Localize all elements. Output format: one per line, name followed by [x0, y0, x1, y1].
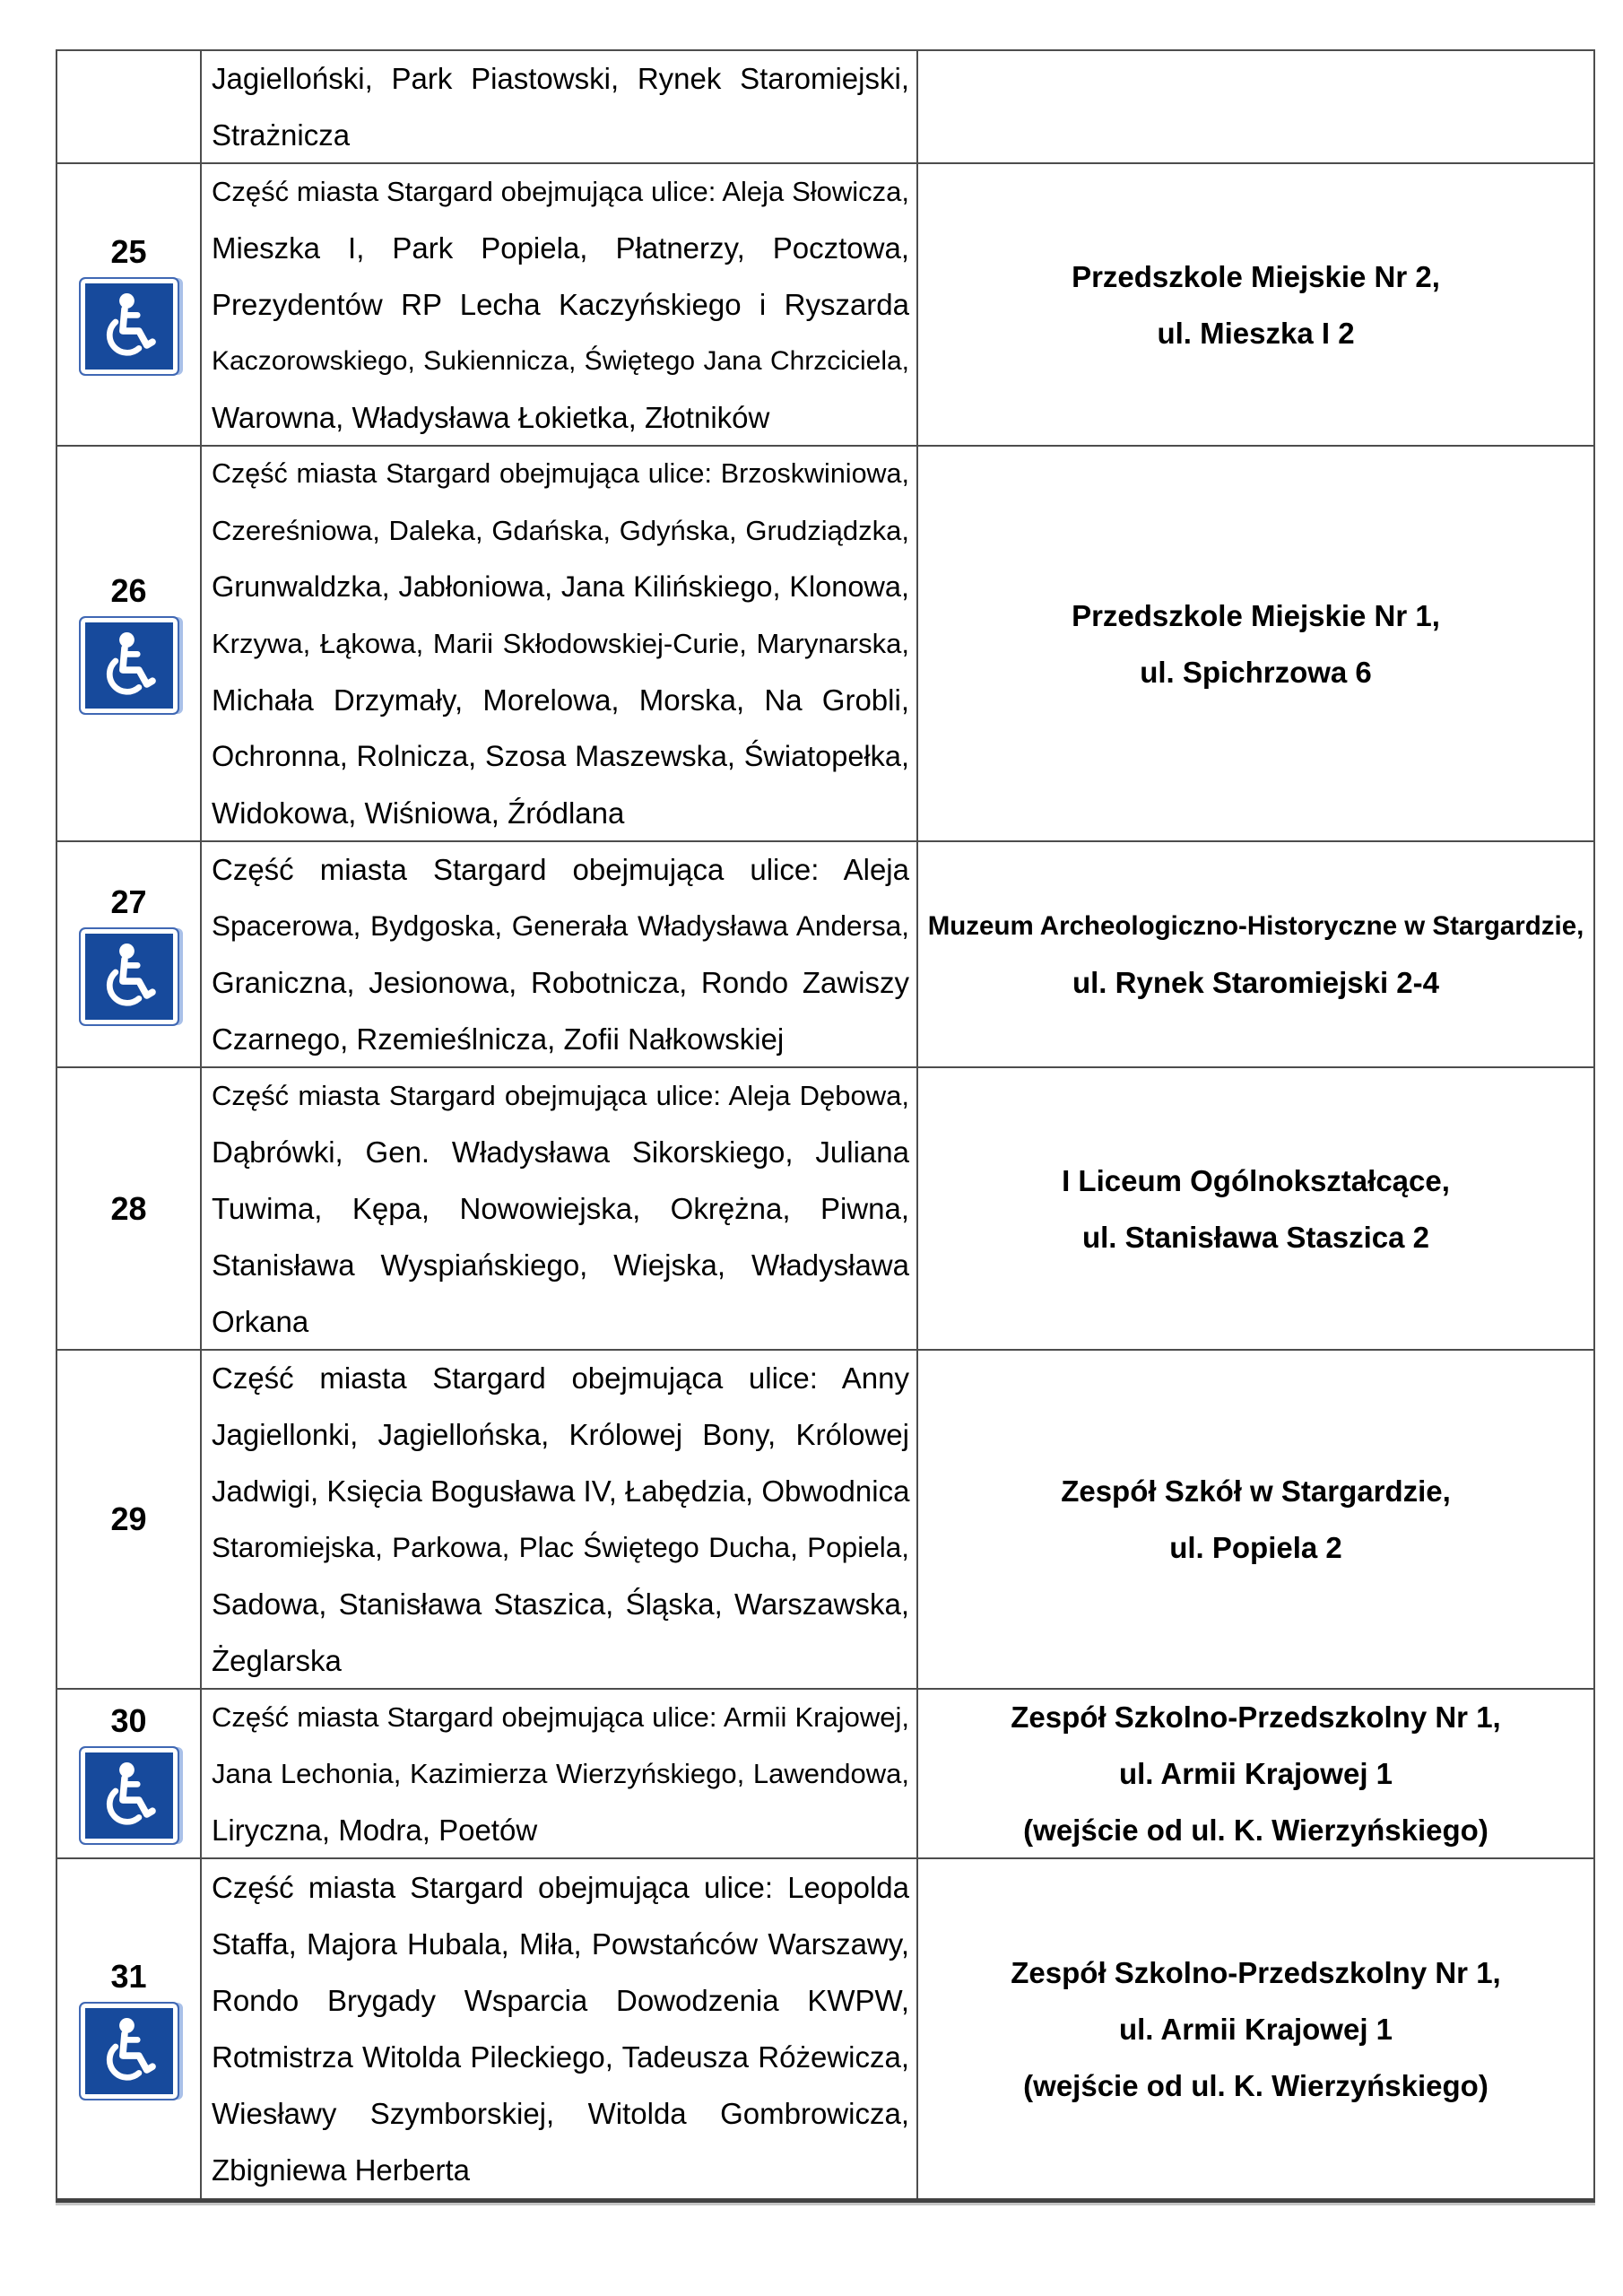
wheelchair-accessible-icon — [79, 1746, 179, 1845]
district-number: 30 — [110, 1702, 147, 1739]
street-list-line: Jagielloński, Park Piastowski, Rynek Staromiejski, — [212, 62, 909, 95]
street-list-line: Część miasta Stargard obejmująca ulice: Aleja — [212, 853, 909, 886]
table-row — [57, 1351, 1593, 1690]
street-list-line: Sadowa, Stanisława Staszica, Śląska, Warszawska, — [212, 1587, 909, 1621]
street-list-line: Żeglarska — [212, 1644, 342, 1677]
polling-place-line: ul. Popiela 2 — [1169, 1531, 1342, 1564]
table-row — [57, 1690, 1593, 1859]
polling-place-line: Zespół Szkolno-Przedszkolny Nr 1, — [1011, 1700, 1501, 1734]
polling-place-line: Muzeum Archeologiczno-Historyczne w Stargardzie, — [927, 911, 1584, 941]
street-list-line: Prezydentów RP Lecha Kaczyńskiego i Ryszarda — [212, 288, 909, 321]
polling-place-cell — [918, 447, 1593, 842]
street-list-line: Rotmistrza Witolda Pileckiego, Tadeusza Różewicza, — [212, 2040, 909, 2074]
district-number-cell — [57, 1859, 202, 2198]
streets-cell — [202, 164, 918, 447]
polling-place-cell — [918, 164, 1593, 447]
polling-place-cell — [918, 1690, 1593, 1859]
polling-place-cell — [918, 1068, 1593, 1351]
district-number: 26 — [110, 572, 147, 609]
district-number-cell — [57, 1068, 202, 1351]
street-list-line: Część miasta Stargard obejmująca ulice: Brzoskwiniowa, — [212, 458, 909, 489]
street-list-line: Staffa, Majora Hubala, Miła, Powstańców Warszawy, — [212, 1927, 909, 1961]
street-list-line: Dąbrówki, Gen. Władysława Sikorskiego, Juliana — [212, 1135, 909, 1169]
wheelchair-accessible-icon — [79, 277, 179, 376]
wheelchair-accessible-icon — [79, 927, 179, 1026]
street-list-line: Część miasta Stargard obejmująca ulice: Armii Krajowej, — [212, 1701, 909, 1733]
street-list-line: Rondo Brygady Wsparcia Dowodzenia KWPW, — [212, 1984, 909, 2017]
polling-place-cell — [918, 51, 1593, 164]
polling-place-line: ul. Armii Krajowej 1 — [1118, 2012, 1393, 2046]
streets-cell — [202, 1859, 918, 2198]
district-number: 31 — [110, 1957, 147, 1995]
street-list-line: Tuwima, Kępa, Nowowiejska, Okrężna, Piwna, — [212, 1192, 909, 1225]
polling-place-cell — [918, 842, 1593, 1068]
table-row — [57, 164, 1593, 447]
street-list-line: Ochronna, Rolnicza, Szosa Maszewska, Światopełka, — [212, 740, 909, 772]
street-list-line: Widokowa, Wiśniowa, Źródlana — [212, 796, 625, 830]
wheelchair-accessible-icon — [79, 2002, 179, 2100]
street-list-line: Kaczorowskiego, Sukiennicza, Świętego Jana Chrzciciela, — [212, 346, 909, 376]
polling-place-line: Zespół Szkolno-Przedszkolny Nr 1, — [1011, 1955, 1501, 1989]
district-number: 28 — [110, 1189, 147, 1227]
polling-place-cell — [918, 1859, 1593, 2198]
streets-cell — [202, 51, 918, 164]
street-list-line: Strażnicza — [212, 118, 351, 152]
polling-place-line: ul. Rynek Staromiejski 2-4 — [1072, 966, 1439, 999]
street-list-line: Jadwigi, Księcia Bogusława IV, Łabędzia, Obwodnica — [212, 1474, 910, 1508]
polling-place-line: ul. Mieszka I 2 — [1157, 316, 1355, 350]
polling-place-cell — [918, 1351, 1593, 1690]
streets-cell — [202, 447, 918, 842]
district-number-cell — [57, 1690, 202, 1859]
table-row — [57, 1859, 1593, 2198]
street-list-line: Graniczna, Jesionowa, Robotnicza, Rondo Zawiszy — [212, 966, 909, 999]
table-row — [57, 447, 1593, 842]
polling-place-line: ul. Armii Krajowej 1 — [1118, 1757, 1393, 1790]
street-list-line: Czarnego, Rzemieślnicza, Zofii Nałkowskiej — [212, 1022, 785, 1056]
streets-cell — [202, 1690, 918, 1859]
polling-place-line: (wejście od ul. K. Wierzyńskiego) — [1023, 1813, 1488, 1847]
street-list-line: Staromiejska, Parkowa, Plac Świętego Ducha, Popiela, — [212, 1531, 909, 1563]
street-list-line: Michała Drzymały, Morelowa, Morska, Na Grobli, — [212, 683, 909, 717]
street-list-line: Stanisława Wyspiańskiego, Wiejska, Władysława — [212, 1248, 909, 1282]
street-list-line: Liryczna, Modra, Poetów — [212, 1813, 538, 1847]
district-number: 25 — [110, 233, 147, 270]
wheelchair-accessible-icon — [79, 616, 179, 715]
street-list-line: Czereśniowa, Daleka, Gdańska, Gdyńska, Grudziądzka, — [212, 515, 909, 546]
district-number-cell — [57, 447, 202, 842]
street-list-line: Wiesławy Szymborskiej, Witolda Gombrowicza, — [212, 2097, 909, 2130]
streets-cell — [202, 1351, 918, 1690]
polling-place-line: Przedszkole Miejskie Nr 1, — [1072, 598, 1440, 632]
street-list-line: Krzywa, Łąkowa, Marii Skłodowskiej-Curie, Marynarska, — [212, 628, 909, 659]
street-list-line: Jana Lechonia, Kazimierza Wierzyńskiego, Lawendowa, — [212, 1758, 909, 1789]
polling-place-line: ul. Stanisława Staszica 2 — [1081, 1220, 1429, 1254]
table-row — [57, 842, 1593, 1068]
streets-cell — [202, 1068, 918, 1351]
polling-place-line: ul. Spichrzowa 6 — [1140, 655, 1372, 689]
street-list-line: Orkana — [212, 1305, 309, 1338]
polling-place-line: (wejście od ul. K. Wierzyńskiego) — [1023, 2068, 1488, 2102]
street-list-line: Część miasta Stargard obejmująca ulice: Leopolda — [212, 1871, 909, 1904]
polling-place-line: I Liceum Ogólnokształcące, — [1062, 1163, 1450, 1197]
district-number-cell — [57, 1351, 202, 1690]
district-number-cell — [57, 164, 202, 447]
street-list-line: Warowna, Władysława Łokietka, Złotników — [212, 401, 770, 434]
street-list-line: Część miasta Stargard obejmująca ulice: Aleja Słowicza, — [212, 176, 909, 207]
district-number: 27 — [110, 883, 147, 920]
district-number: 29 — [110, 1500, 147, 1537]
street-list-line: Część miasta Stargard obejmująca ulice: Anny — [212, 1361, 909, 1395]
table-row — [57, 1068, 1593, 1351]
street-list-line: Grunwaldzka, Jabłoniowa, Jana Kilińskiego, Klonowa, — [212, 570, 909, 603]
street-list-line: Spacerowa, Bydgoska, Generała Władysława Andersa, — [212, 909, 909, 942]
polling-place-line: Przedszkole Miejskie Nr 2, — [1072, 259, 1440, 293]
district-number-cell — [57, 842, 202, 1068]
street-list-line: Mieszka I, Park Popiela, Płatnerzy, Pocztowa, — [212, 231, 909, 265]
street-list-line: Część miasta Stargard obejmująca ulice: Aleja Dębowa, — [212, 1080, 909, 1111]
polling-districts-table — [56, 49, 1595, 2203]
street-list-line: Zbigniewa Herberta — [212, 2153, 470, 2187]
polling-place-line: Zespół Szkół w Stargardzie, — [1061, 1474, 1451, 1508]
table-row — [57, 51, 1593, 164]
streets-cell — [202, 842, 918, 1068]
street-list-line: Jagiellonki, Jagiellońska, Królowej Bony, Królowej — [212, 1418, 909, 1451]
district-number-cell — [57, 51, 202, 164]
